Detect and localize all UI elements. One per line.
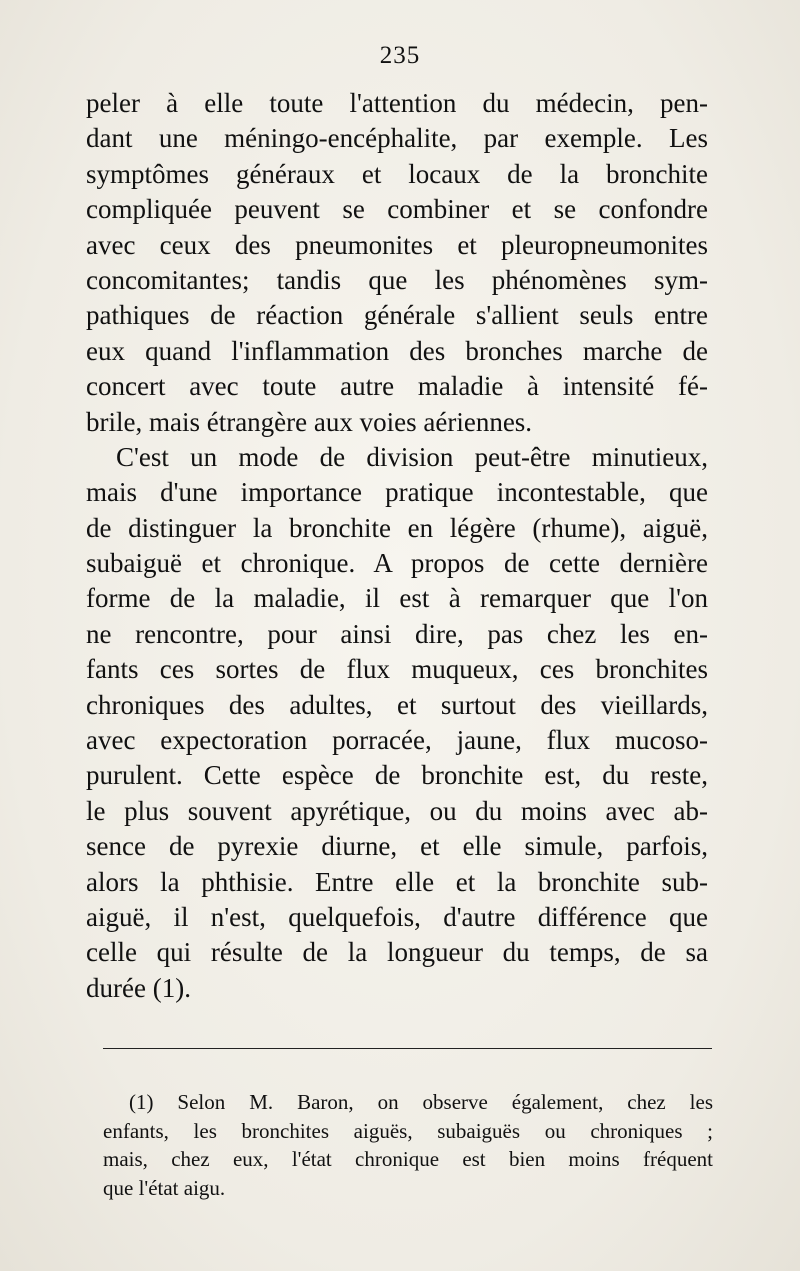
text-line: compliquée peuvent se combiner et se confondre bbox=[86, 194, 708, 225]
text-line: ne rencontre, pour ainsi dire, pas chez les en- bbox=[86, 618, 708, 649]
text-line: le plus souvent apyrétique, ou du moins avec ab- bbox=[86, 795, 708, 826]
paragraph-last-line: durée (1). bbox=[86, 972, 191, 1003]
footnote-divider bbox=[103, 1048, 712, 1049]
text-line: aiguë, il n'est, quelquefois, d'autre différence que bbox=[86, 901, 708, 932]
text-line: mais d'une importance pratique incontestable, que bbox=[86, 477, 708, 508]
text-line: forme de la maladie, il est à remarquer que l'on bbox=[86, 583, 708, 614]
text-line: eux quand l'inflammation des bronches marche de bbox=[86, 335, 708, 366]
page-number: 235 bbox=[379, 42, 421, 69]
text-line: pathiques de réaction générale s'allient seuls entre bbox=[86, 300, 708, 331]
body-text bbox=[86, 86, 708, 1006]
text-line: peler à elle toute l'attention du médecin, pen- bbox=[86, 88, 708, 118]
text-line: chroniques des adultes, et surtout des vieillards, bbox=[86, 689, 708, 720]
text-line: dant une méningo-encéphalite, par exemple. Les bbox=[86, 123, 708, 154]
text-line: avec ceux des pneumonites et pleuropneumonites bbox=[86, 229, 708, 260]
text-line: avec expectoration porracée, jaune, flux mucoso- bbox=[86, 725, 708, 756]
text-line: sence de pyrexie diurne, et elle simule, parfois, bbox=[86, 831, 708, 862]
footnote-line: (1) Selon M. Baron, on observe également, chez les bbox=[129, 1090, 713, 1114]
paragraph-last-line: brile, mais étrangère aux voies aériennes. bbox=[86, 406, 533, 437]
text-line: concert avec toute autre maladie à intensité fé- bbox=[86, 371, 708, 402]
footnote-line: enfants, les bronchites aiguës, subaiguës ou chroniques ; bbox=[103, 1118, 713, 1143]
footnote bbox=[103, 1088, 713, 1202]
text-line: purulent. Cette espèce de bronchite est, du reste, bbox=[86, 760, 708, 791]
text-line: symptômes généraux et locaux de la bronchite bbox=[86, 158, 708, 189]
text-line: fants ces sortes de flux muqueux, ces bronchites bbox=[86, 654, 708, 685]
text-line: concomitantes; tandis que les phénomènes sym- bbox=[86, 264, 708, 295]
footnote-line: que l'état aigu. bbox=[103, 1175, 226, 1200]
text-line: celle qui résulte de la longueur du temps, de sa bbox=[86, 937, 708, 968]
text-line: subaiguë et chronique. A propos de cette dernière bbox=[86, 548, 708, 579]
text-line: alors la phthisie. Entre elle et la bronchite sub- bbox=[86, 866, 708, 897]
text-line: de distinguer la bronchite en légère (rhume), aiguë, bbox=[86, 512, 708, 543]
paragraph-first-line: C'est un mode de division peut-être minutieux, bbox=[116, 441, 708, 472]
footnote-line: mais, chez eux, l'état chronique est bien moins fréquent bbox=[103, 1147, 713, 1172]
